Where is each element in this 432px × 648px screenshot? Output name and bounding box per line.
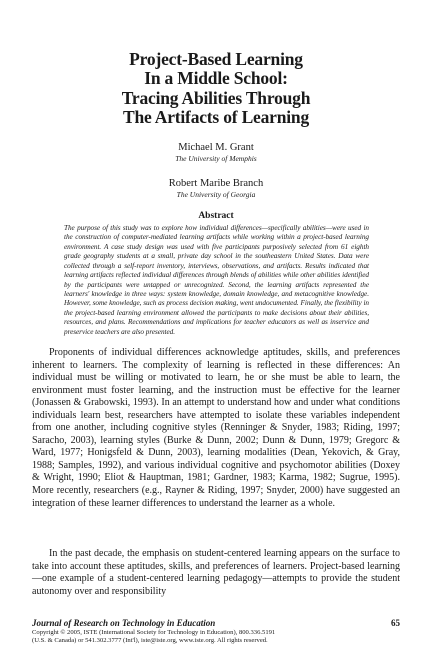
journal-name: Journal of Research on Technology in Education [32,618,216,628]
title-line: Tracing Abilities Through [121,87,311,108]
author-affiliation: The University of Georgia [176,190,256,199]
abstract-text: The purpose of this study was to explore how individual differences—specifically abilities—were used in the construction of computer-mediated learning artifacts while working within a project-based learning environment. A case study design was used with five participants purposively selected from 61 eighth grade geography students at a small, private day school in the southeastern United States. Data were collected through a self-report inventory, interviews, observations, and artifacts. Results indicated that learning artifacts reflected individual differences through blends of abilities while other abilities identified by the participants were untapped or unrecognized. Second, the learning artifacts represented the learners' knowledge in three ways: system knowledge, domain knowledge, and metacognitive knowledge. However, some knowledge, such as process decision making, went undocumented. Finally, the flexibility in the project-based learning environment allowed the participants to make decisions about their abilities, resources, and plans. Recommendations and implications for teacher educators as well as inservice and preservice teachers are also presented. [64,224,369,336]
author-block [60,142,372,163]
title-line: In a Middle School: [144,68,288,89]
body-paragraph: Proponents of individual differences acknowledge aptitudes, skills, and preferences inherent to learners. The complexity of learning is reflected in these differences: An individual must be willing or motivated to learn, he or she must be able to learn, the environment must foster learning, and the instruction must be effective for the learner (Jonassen & Grabowski, 1993). In an attempt to understand how and under what conditions individuals learn best, researchers have attempted to isolate these variables independent from one another, including cognitive styles (Renninger & Snyder, 1983; Riding, 1997; Saracho, 2003), learning styles (Burke & Dunn, 2002; Dunn & Dunn, 1979; Gregorc & Ward, 1977; Honigsfeld & Dunn, 2003), learning modalities (Dean, Yekovich, & Gray, 1988; Samples, 1992), and various individual cognitive and psychomotor abilities (Doxey & Wright, 1990; Eliot & Hauptman, 1981; Gardner, 1983; Karma, 1982; Sugrue, 1995). More recently, researchers (e.g., Rayner & Riding, 1997; Snyder, 2000) have suggested an integration of these learner differences to understand the learner as a whole. [32,347,400,509]
title-line: Project-Based Learning [129,49,303,69]
author-affiliation: The University of Memphis [175,154,257,163]
author-block [60,178,372,199]
author-name: Robert Maribe Branch [168,178,264,189]
page-number: 65 [391,618,400,628]
copyright-line: Copyright © 2005, ISTE (International Society for Technology in Education), 800.336.5191 [32,629,276,636]
title-line: The Artifacts of Learning [122,106,310,127]
abstract-heading: Abstract [198,211,234,221]
author-name: Michael M. Grant [178,142,254,153]
body-paragraph: In the past decade, the emphasis on student-centered learning appears on the surface to take into account these aptitudes, skills, and preferences of learners. Project-based learning—one example of a student-centered learning pedagogy—attempts to provide the student autonomy over and responsibility [32,548,400,597]
article-title [60,50,372,127]
copyright-notice [32,629,400,644]
copyright-line: (U.S. & Canada) or 541.302.3777 (Int'l), iste@iste.org, www.iste.org. All rights reserved. [32,636,268,644]
